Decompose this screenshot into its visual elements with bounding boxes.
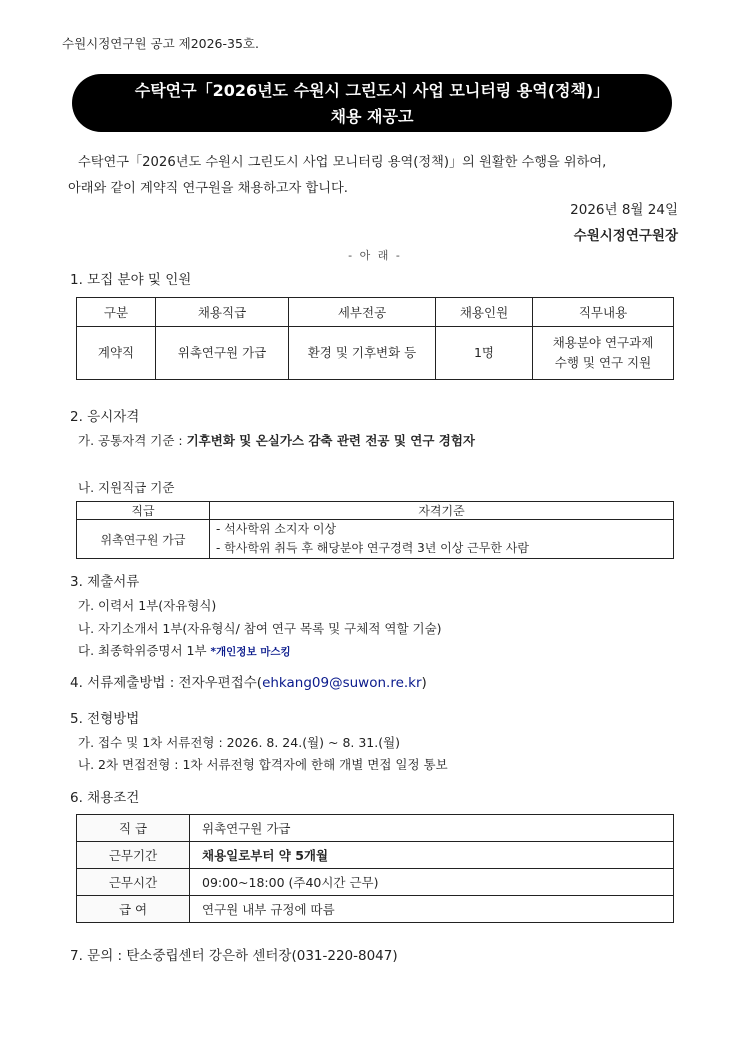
document-item-2: 나. 자기소개서 1부(자유형식/ 참여 연구 목록 및 구체적 역할 기술) xyxy=(78,621,442,636)
header-criteria: 자격기준 xyxy=(210,502,674,520)
table-row xyxy=(77,842,674,869)
document-item-1: 가. 이력서 1부(자유형식) xyxy=(78,598,217,613)
header-major: 세부전공 xyxy=(289,298,436,327)
common-criteria-label: 가. 공통자격 기준 : xyxy=(78,433,187,448)
header-category: 구분 xyxy=(77,298,156,327)
section2-heading: 2. 응시자격 xyxy=(70,409,140,425)
notice-date: 2026년 8월 24일 xyxy=(570,202,678,218)
cell-headcount: 1명 xyxy=(436,327,533,380)
term-label-period: 근무기간 xyxy=(77,842,190,869)
header-headcount: 채용인원 xyxy=(436,298,533,327)
selection-step-1: 가. 접수 및 1차 서류전형 : 2026. 8. 24.(월) ~ 8. 31.(월) xyxy=(78,735,401,750)
document-item-3 xyxy=(78,641,291,659)
term-value-rank: 위촉연구원 가급 xyxy=(190,815,674,842)
cell-criteria xyxy=(210,520,674,559)
title-line-1: 수탁연구「2026년도 수원시 그린도시 사업 모니터링 용역(정책)」 xyxy=(134,81,610,100)
header-rank: 직급 xyxy=(77,502,210,520)
cell-rank: 위촉연구원 가급 xyxy=(156,327,289,380)
section6-heading: 6. 채용조건 xyxy=(70,790,140,806)
intro-paragraph xyxy=(68,150,688,202)
criteria-line-2: - 학사학위 취득 후 해당분야 연구경력 3년 이상 근무한 사람 xyxy=(216,541,529,555)
common-criteria-value: 기후변화 및 온실가스 감축 관련 전공 및 연구 경험자 xyxy=(186,433,475,448)
submission-method-label: 4. 서류제출방법 : 전자우편접수( xyxy=(70,675,263,691)
table-row xyxy=(77,869,674,896)
header-rank: 채용직급 xyxy=(156,298,289,327)
submission-close: ) xyxy=(421,675,427,691)
selection-step-2: 나. 2차 면접전형 : 1차 서류전형 합격자에 한해 개별 면접 일정 통보 xyxy=(78,757,448,772)
term-label-salary: 급 여 xyxy=(77,896,190,923)
duties-line-2: 수행 및 연구 지원 xyxy=(554,355,652,370)
section3-heading: 3. 제출서류 xyxy=(70,574,140,590)
title-line-2: 채용 재공고 xyxy=(330,107,414,126)
qualification-table xyxy=(76,501,674,559)
contact-info: 7. 문의 : 탄소중립센터 강은하 센터장(031-220-8047) xyxy=(70,948,398,964)
common-criteria xyxy=(78,431,475,449)
table-header-row xyxy=(77,502,674,520)
table-row xyxy=(77,520,674,559)
table-header-row xyxy=(77,298,674,327)
duties-line-1: 채용분야 연구과제 xyxy=(552,335,654,350)
submission-email-link[interactable]: ehkang09@suwon.re.kr xyxy=(262,675,422,691)
title-banner xyxy=(72,74,672,132)
cell-category: 계약직 xyxy=(77,327,156,380)
document-item-3-text: 다. 최종학위증명서 1부 xyxy=(78,643,211,658)
term-label-rank: 직 급 xyxy=(77,815,190,842)
signer: 수원시정연구원장 xyxy=(573,228,678,244)
table-row xyxy=(77,327,674,380)
section4-heading xyxy=(70,671,427,691)
term-value-period: 채용일로부터 약 5개월 xyxy=(190,842,674,869)
notice-number: 수원시정연구원 공고 제2026-35호. xyxy=(62,36,259,51)
term-value-hours: 09:00~18:00 (주40시간 근무) xyxy=(190,869,674,896)
recruitment-table xyxy=(76,297,674,380)
section1-heading: 1. 모집 분야 및 인원 xyxy=(70,272,192,288)
rank-criteria-heading: 나. 지원직급 기준 xyxy=(78,480,175,495)
term-value-salary: 연구원 내부 규정에 따름 xyxy=(190,896,674,923)
intro-line-1: 수탁연구「2026년도 수원시 그린도시 사업 모니터링 용역(정책)」의 원활한 수행을 위하여, xyxy=(78,155,607,170)
cell-duties xyxy=(533,327,674,380)
section5-heading: 5. 전형방법 xyxy=(70,711,140,727)
privacy-note: *개인정보 마스킹 xyxy=(210,646,291,658)
table-row xyxy=(77,815,674,842)
term-label-hours: 근무시간 xyxy=(77,869,190,896)
cell-rank: 위촉연구원 가급 xyxy=(77,520,210,559)
header-duties: 직무내용 xyxy=(533,298,674,327)
cell-major: 환경 및 기후변화 등 xyxy=(289,327,436,380)
intro-line-2: 아래와 같이 계약직 연구원을 채용하고자 합니다. xyxy=(68,181,348,196)
criteria-line-1: - 석사학위 소지자 이상 xyxy=(216,522,337,536)
table-row xyxy=(77,896,674,923)
ara-divider: - 아 래 - xyxy=(348,249,402,262)
employment-terms-table xyxy=(76,814,674,923)
